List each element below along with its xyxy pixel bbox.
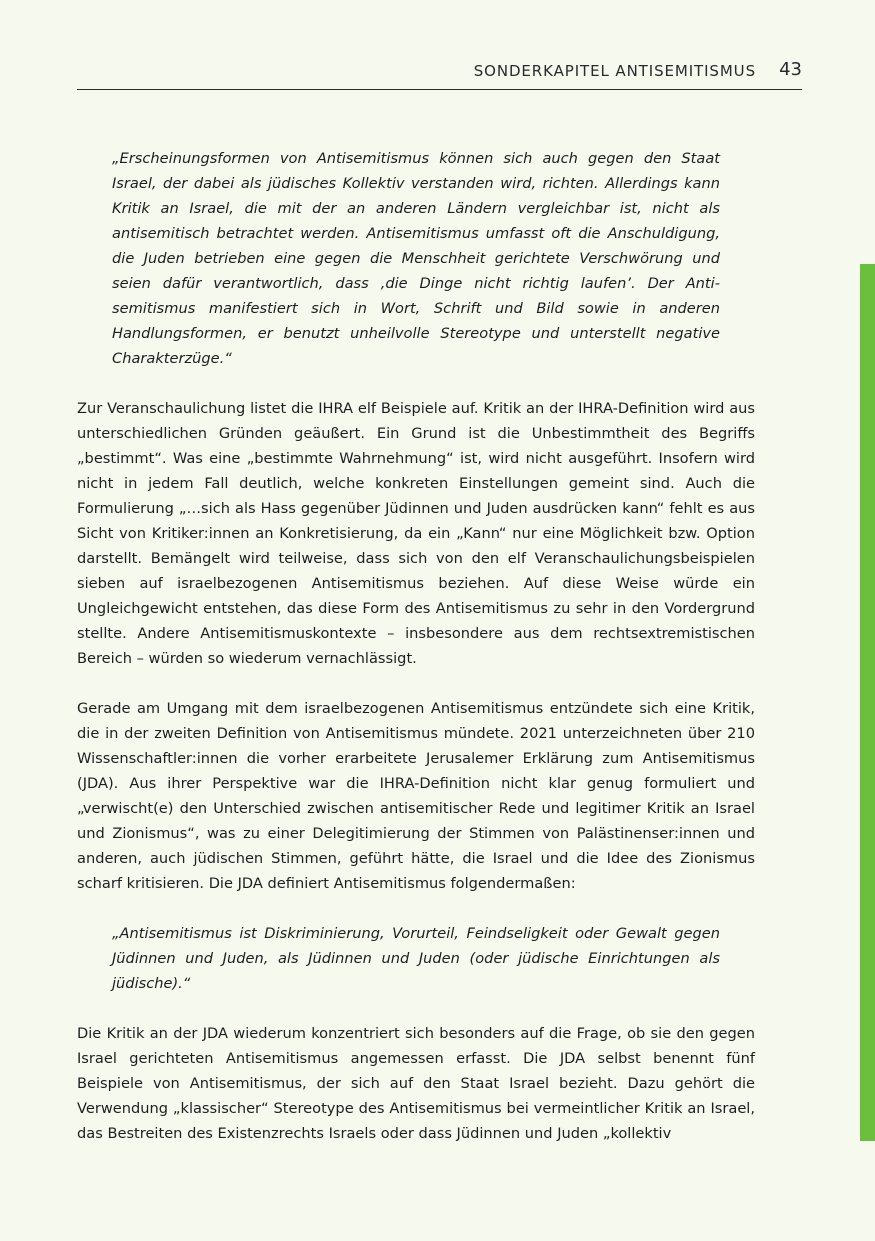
page-number: 43	[779, 59, 802, 80]
chapter-marker-tab	[860, 264, 875, 1141]
page-body	[77, 146, 755, 1146]
body-paragraph: Gerade am Umgang mit dem israelbezogenen Antisemitismus entzündete sich eine Kritik, die in der zweiten Definition von Antisemitismus mündete. 2021 unterzeichneten über 210 Wissenschaftler:innen die vorher erarbeitete Jerusalemer Erklärung zum Antisemitismus (JDA). Aus ihrer Perspektive war die IHRA-Definition nicht klar genug formuliert und „verwischt(e) den Unterschied zwischen antisemitischer Rede und legitimer Kritik an Israel und Zionismus“, was zu einer Delegitimierung der Stimmen von Palästinenser:innen und anderen, auch jüdischen Stimmen, geführt hätte, die Israel und die Idee des Zionismus scharf kritisieren. Die JDA definiert Antisemitismus folgendermaßen:	[77, 700, 755, 892]
body-paragraph: Zur Veranschaulichung listet die IHRA elf Beispiele auf. Kritik an der IHRA-Definition wird aus unterschiedlichen Gründen geäußert. Ein Grund ist die Unbestimmtheit des Begriffs „bestimmt“. Was eine „bestimmte Wahrnehmung“ ist, wird nicht ausgeführt. Insofern wird nicht in jedem Fall deutlich, welche konkreten Einstellungen gemeint sind. Auch die Formulierung „…sich als Hass gegenüber Jüdinnen und Juden ausdrücken kann“ fehlt es aus Sicht von Kritiker:innen an Konkretisierung, da ein „Kann“ nur eine Möglichkeit bzw. Option darstellt. Bemängelt wird teilweise, dass sich von den elf Veranschaulichungsbeispielen sieben auf israelbezogenen Antisemitismus beziehen. Auf diese Weise würde ein Ungleichgewicht entstehen, das diese Form des Antisemitismus zu sehr in den Vordergrund stellte. Andere Antisemitismuskontexte – insbesondere aus dem rechtsextremistischen Bereich – würden so wiederum vernachlässigt.	[77, 400, 755, 667]
chapter-title: SONDERKAPITEL ANTISEMITISMUS	[473, 62, 756, 80]
ihra-definition-quote: „Erscheinungsformen von Antisemitismus können sich auch gegen den Staat Israel, der dabei als jüdisches Kollektiv verstanden wird, richten. Allerdings kann Kritik an Israel, die mit der an anderen Ländern vergleichbar ist, nicht als antisemitisch betrachtet werden. Antisemitismus umfasst oft die Anschuldigung, die Juden betrieben eine gegen die Menschheit gerichtete Verschwörung und seien dafür verantwortlich, dass ‚die Dinge nicht richtig laufen’. Der Antisemitismus manifestiert sich in Wort, Schrift und Bild sowie in anderen Handlungsformen, er benutzt unheilvolle Stereotype und unterstellt negative Charakterzüge.“	[112, 150, 720, 367]
running-header	[77, 57, 802, 90]
jda-definition-quote: „Antisemitismus ist Diskriminierung, Vorurteil, Feindseligkeit oder Gewalt gegen Jüdinnen und Juden, als Jüdinnen und Juden (oder jüdische Einrichtungen als jüdische).“	[112, 925, 720, 992]
body-paragraph: Die Kritik an der JDA wiederum konzentriert sich besonders auf die Frage, ob sie den gegen Israel gerichteten Antisemitismus angemessen erfasst. Die JDA selbst benennt fünf Beispiele von Antisemitismus, der sich auf den Staat Israel bezieht. Dazu gehört die Verwendung „klassischer“ Stereotype des Antisemitismus bei vermeintlicher Kritik an Israel, das Bestreiten des Existenzrechts Israels oder dass Jüdinnen und Juden „kollektiv	[77, 1025, 755, 1142]
